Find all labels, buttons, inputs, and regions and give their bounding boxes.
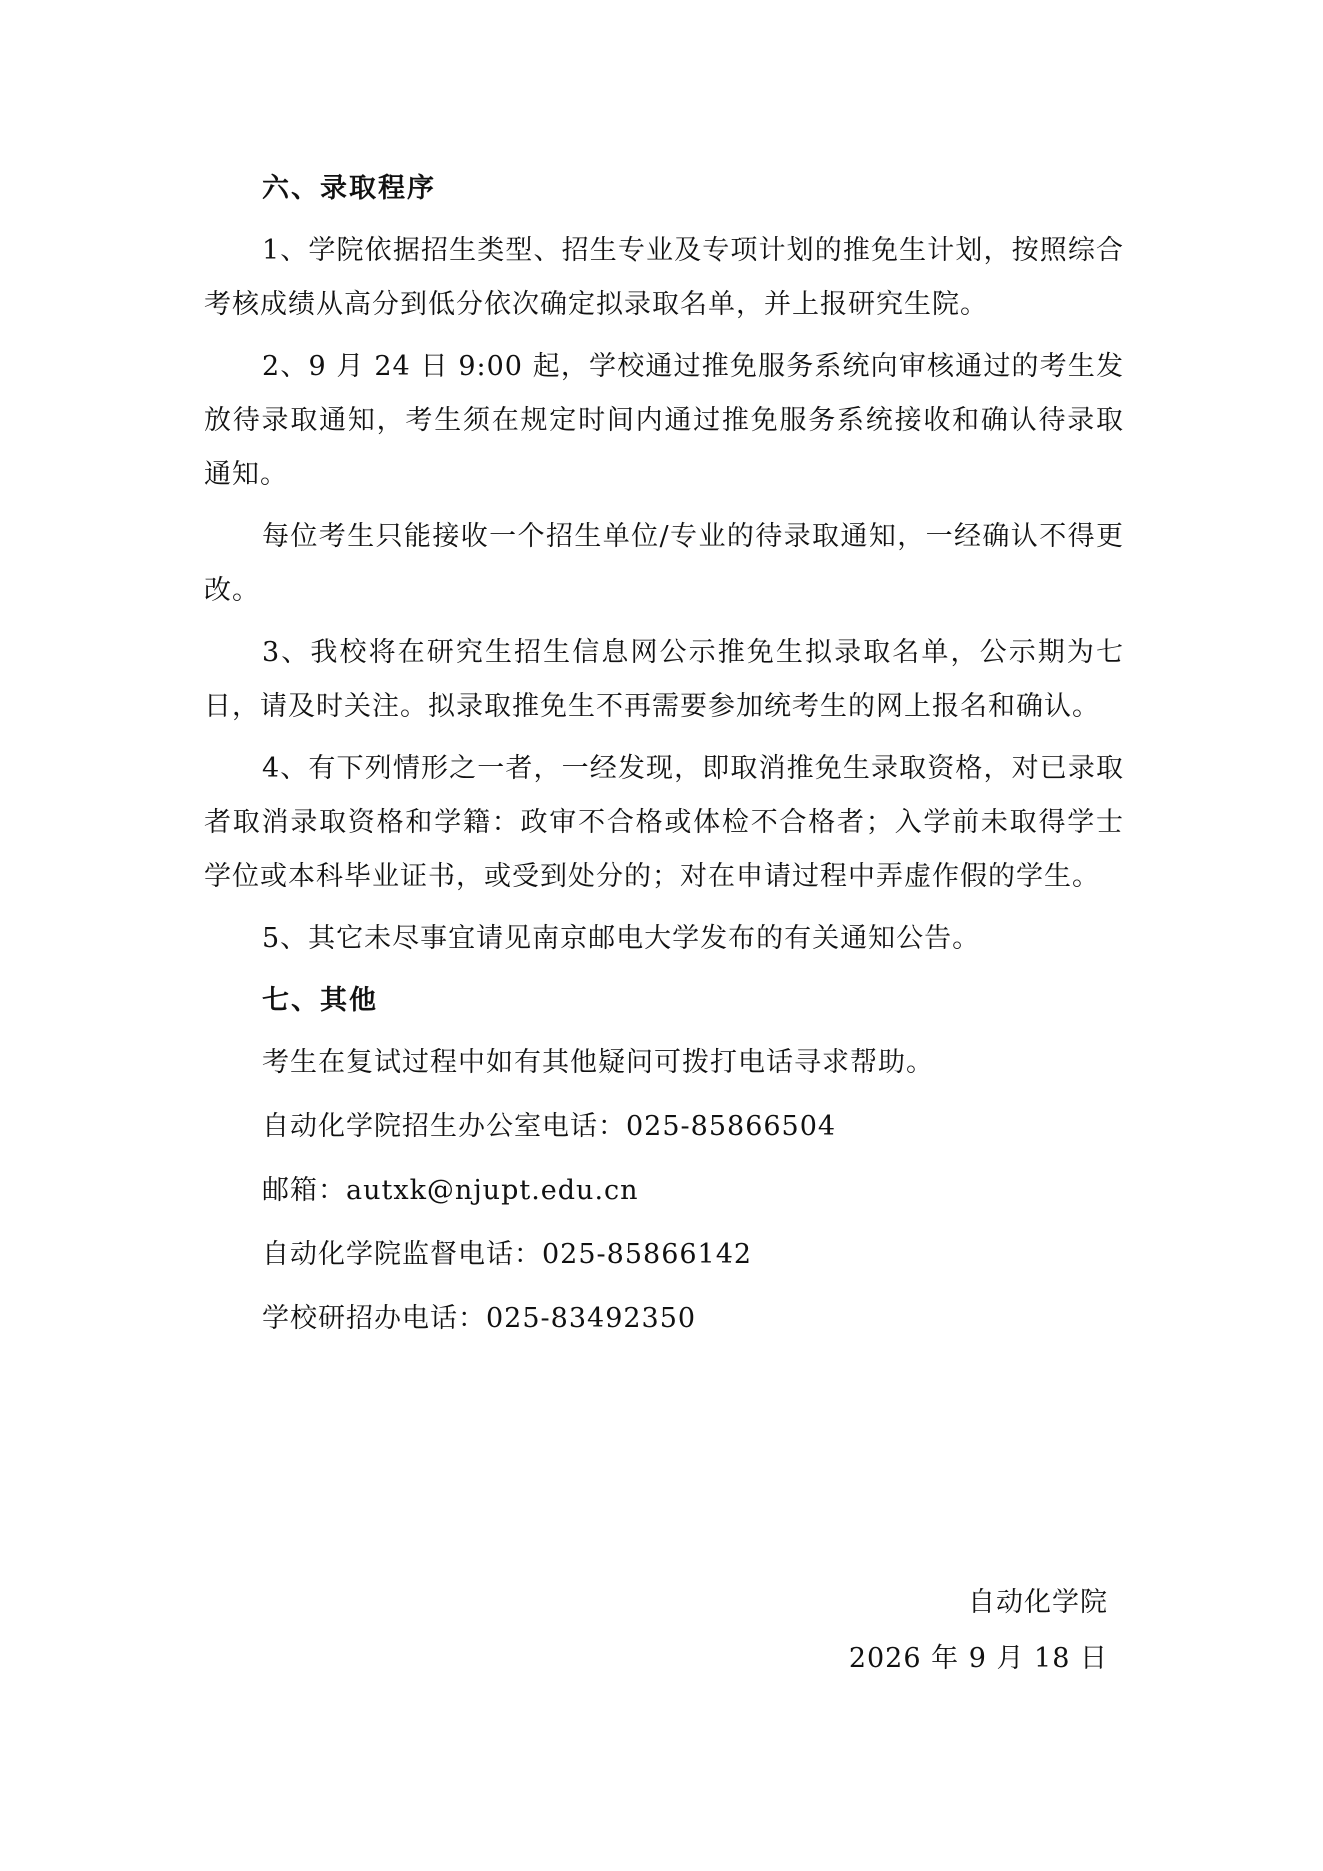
paragraph-admission-note: 每位考生只能接收一个招生单位/专业的待录取通知，一经确认不得更改。 [204,521,1124,606]
document-body [204,162,1124,1356]
signature-organization: 自动化学院 [968,1587,1108,1618]
paragraph-admission-step-2: 2、9 月 24 日 9:00 起，学校通过推免服务系统向审核通过的考生发放待录取通知，考生须在规定时间内通过推免服务系统接收和确认待录取通知。 [204,351,1124,490]
section-heading-admission-procedure: 六、录取程序 [262,173,436,204]
contact-supervision-phone: 自动化学院监督电话：025-85866142 [262,1239,753,1270]
paragraph-help-note: 考生在复试过程中如有其他疑问可拨打电话寻求帮助。 [262,1047,934,1078]
signature-block [849,1575,1108,1687]
section-heading-other: 七、其他 [262,985,378,1016]
paragraph-admission-step-3: 3、我校将在研究生招生信息网公示推免生拟录取名单，公示期为七日，请及时关注。拟录取推免生不再需要参加统考生的网上报名和确认。 [204,637,1124,722]
paragraph-admission-step-4: 4、有下列情形之一者，一经发现，即取消推免生录取资格，对已录取者取消录取资格和学籍：政审不合格或体检不合格者；入学前未取得学士学位或本科毕业证书，或受到处分的；对在申请过程中弄虚作假的学生。 [204,753,1124,892]
paragraph-admission-step-1: 1、学院依据招生类型、招生专业及专项计划的推免生计划，按照综合考核成绩从高分到低分依次确定拟录取名单，并上报研究生院。 [204,235,1124,320]
contact-school-phone: 学校研招办电话：025-83492350 [262,1303,697,1334]
contact-email: 邮箱：autxk@njupt.edu.cn [262,1175,639,1206]
paragraph-admission-step-5: 5、其它未尽事宜请见南京邮电大学发布的有关通知公告。 [262,923,981,954]
contact-admissions-phone: 自动化学院招生办公室电话：025-85866504 [262,1111,837,1142]
signature-date: 2026 年 9 月 18 日 [848,1643,1108,1674]
